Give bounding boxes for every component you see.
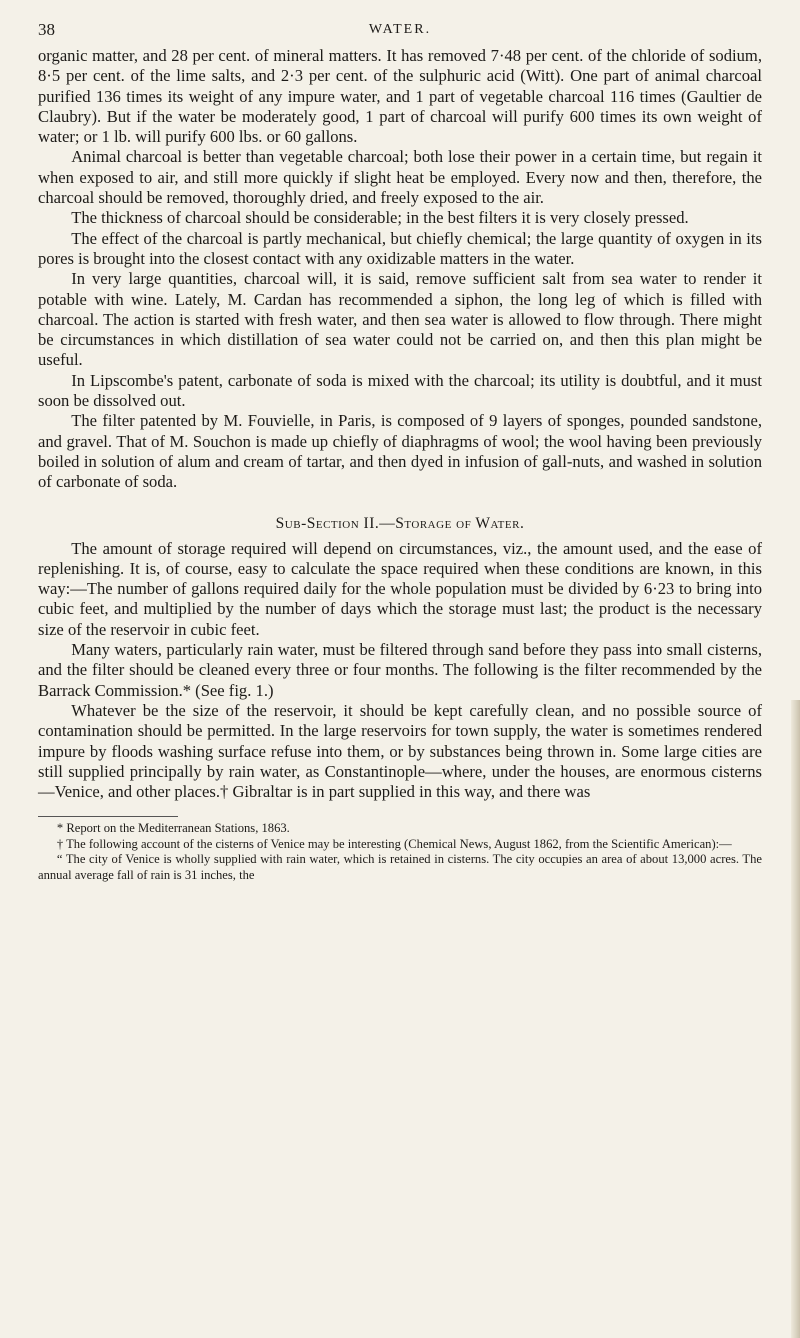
footnote: * Report on the Mediterranean Stations, 1863.: [56, 821, 290, 836]
page-edge-shadow: [791, 700, 800, 1338]
paragraph: Animal charcoal is better than vegetable charcoal; both lose their power in a certain time, but regain it when exposed to air, and still more quickly if slight heat be employed. Every now and then, therefore, the charcoal should be removed, thoroughly dried, and freely exposed to the air.: [38, 147, 762, 208]
page-header: [38, 14, 762, 46]
footnote-quote: “ The city of Venice is wholly supplied with rain water, which is retained in cisterns. The city occupies an area of about 13,000 acres. The annual average fall of rain is 31 inches, the: [38, 852, 762, 882]
running-head: WATER.: [368, 22, 432, 37]
paragraph: The amount of storage required will depend on circumstances, viz., the amount used, and the ease of replenishing. It is, of course, easy to calculate the space required when these conditions are known, in this way:—The number of gallons required daily for the whole population must be divided by 6·23 to bring into cubic feet, and multiplied by the number of days which the storage must last; the product is the necessary size of the reservoir in cubic feet.: [38, 538, 762, 639]
footnote: † The following account of the cisterns of Venice may be interesting (Chemical News, August 1862, from the Scientific American):—: [56, 836, 732, 851]
paragraph: The filter patented by M. Fouvielle, in Paris, is composed of 9 layers of sponges, pounded sandstone, and gravel. That of M. Souchon is made up chiefly of diaphragms of wool; the wool having been previously boiled in solution of alum and cream of tartar, and then dyed in infusion of gall-nuts, and washed in solution of carbonate of soda.: [38, 411, 762, 492]
paragraph: organic matter, and 28 per cent. of mineral matters. It has removed 7·48 per cent. of the chloride of sodium, 8·5 per cent. of the lime salts, and 2·3 per cent. of the sulphuric acid (Witt). One part of animal charcoal purified 136 times its weight of any impure water, and 1 part of vegetable charcoal 116 times (Gaultier de Claubry). But if the water be moderately good, 1 part of charcoal will purify 600 times its own weight of water; or 1 lb. will purify 600 lbs. or 60 gallons.: [38, 46, 762, 147]
paragraph: In Lipscombe's patent, carbonate of soda is mixed with the charcoal; its utility is doubtful, and it must soon be dissolved out.: [38, 370, 762, 411]
book-page: [38, 14, 762, 883]
paragraph: The thickness of charcoal should be considerable; in the best filters it is very closely pressed.: [71, 208, 689, 228]
paragraph: Whatever be the size of the reservoir, it should be kept carefully clean, and no possible source of contamination should be permitted. In the large reservoirs for town supply, the water is sometimes rendered impure by floods washing surface refuse into them, or by substances being thrown in. Some large cities are still supplied principally by rain water, as Constantinople—where, under the houses, are enormous cisterns—Venice, and other places.† Gibraltar is in part supplied in this way, and there was: [38, 700, 762, 802]
footnote-rule: [38, 816, 178, 817]
page-number: 38: [38, 20, 55, 39]
paragraph: In very large quantities, charcoal will, it is said, remove sufficient salt from sea water to render it potable with wine. Lately, M. Cardan has recommended a siphon, the long leg of which is filled with charcoal. The action is started with fresh water, and then sea water is allowed to flow through. There might be circumstances in which distillation of sea water could not be carried on, and then this plan might be useful.: [38, 269, 762, 370]
paragraph: The effect of the charcoal is partly mechanical, but chiefly chemical; the large quantity of oxygen in its pores is brought into the closest contact with any oxidizable matters in the water.: [38, 228, 762, 268]
section-heading: Sub-Section II.—Storage of Water.: [275, 514, 525, 532]
paragraph: Many waters, particularly rain water, must be filtered through sand before they pass into small cisterns, and the filter should be cleaned every three or four months. The following is the filter recommended by the Barrack Commission.* (See fig. 1.): [38, 640, 762, 700]
